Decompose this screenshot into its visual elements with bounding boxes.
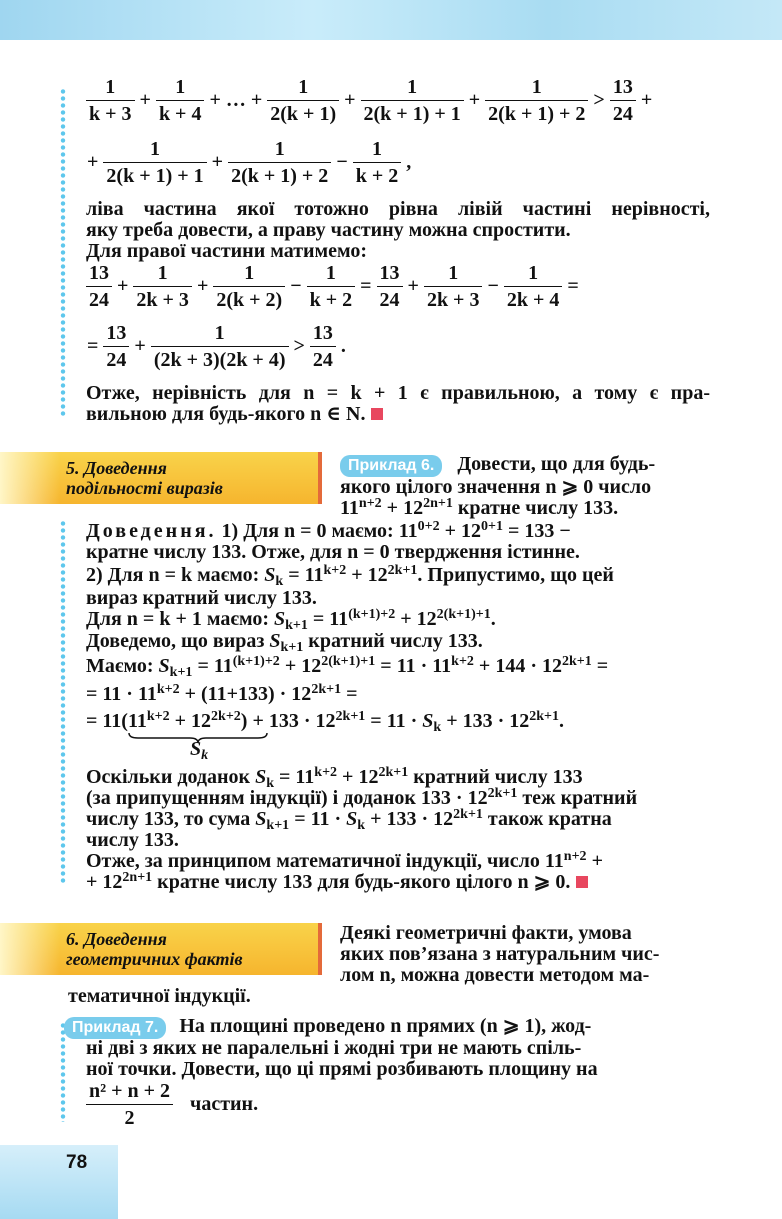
fraction: $\frac{13}{24}$ <box>86 260 112 313</box>
section-heading-5: 5. Доведення подільності виразів <box>0 452 322 504</box>
text-line: Для n = k + 1 маємо: $S_{k+1} = 11^{(k+1)+2} + 12^{2(k+1)+1}$. <box>86 607 496 633</box>
top-decorative-band <box>0 0 782 40</box>
text-line: Маємо: $S_{k+1} = 11^{(k+1)+2} + 12^{2(k+1)+1} = 11 \cdot 11^{k+2} + 144 \cdot 12^{2k+1}$ = <box>86 654 609 680</box>
example-7-line-1: Приклад 7. На площині проведено n прямих (n ⩾ 1), жод- <box>64 1015 591 1039</box>
text-line: ної точки. Довести, що ці прямі розбивають площину на <box>86 1058 598 1080</box>
text-line: Отже, за принципом математичної індукції, число $11^{n+2}$ + <box>86 849 603 872</box>
math-row-4: = $\frac{13}{24}$ + $\frac{1}{(2k + 3)(2k + 4)}$ > $\frac{13}{24}$ . <box>87 322 346 371</box>
margin-dots <box>60 88 66 418</box>
text-line: (за припущенням індукції) і доданок $133 \cdot 12^{2k+1}$ теж кратний <box>86 786 638 809</box>
fraction: $\frac{13}{24}$ <box>610 74 636 127</box>
fraction: $\frac{1}{k + 3}$ <box>86 74 135 127</box>
fraction: $\frac{1}{(2k + 3)(2k + 4)}$ <box>151 320 289 373</box>
text-line: Для правої частини матимемо: <box>86 240 368 262</box>
fraction: $\frac{1}{k + 4}$ <box>156 74 205 127</box>
text-line: кратне числу 133. Отже, для n = 0 твердження істинне. <box>86 541 580 563</box>
underbrace-label: $S_k$ <box>190 738 209 763</box>
fraction: $\frac{1}{2k + 3}$ <box>133 260 192 313</box>
text-line: вильною для будь-якого n ∈ N. <box>86 403 383 425</box>
fraction: $\frac{1}{k + 2}$ <box>353 136 402 189</box>
text-line: числу 133. <box>86 829 179 851</box>
text-line: лом n, можна довести методом ма- <box>340 964 650 986</box>
math-row-3: $\frac{13}{24}$ + $\frac{1}{2k + 3}$ + $\frac{1}{2(k + 2)}$ − $\frac{1}{k + 2}$ = $\frac{13}{24}$ + $\frac{1}{2k + 3}$ − $\frac{1}{2k + 4}$ = <box>84 260 582 313</box>
text-line: Отже, нерівність для n = k + 1 є правильною, а тому є пра- <box>86 382 710 404</box>
text-line: числу 133, то сума $S_{k+1} = 11 \cdot S_k + 133 \cdot 12^{2k+1}$ також кратна <box>86 807 612 833</box>
page-number: 78 <box>66 1152 88 1173</box>
fraction: $\frac{13}{24}$ <box>310 320 336 373</box>
fraction: $\frac{1}{2k + 3}$ <box>424 260 483 313</box>
example-badge: Приклад 6. <box>340 455 442 477</box>
text-line: Доведення. 1) Для n = 0 маємо: $11^{0+2} + 12^{0+1} = 133$ − <box>86 519 571 542</box>
math-row-1: $\frac{1}{k + 3}$ + $\frac{1}{k + 4}$ + … + $\frac{1}{2(k + 1)}$ + $\frac{1}{2(k + 1) + 1}$ + $\frac{1}{2(k + 1) + 2}$ > $\frac{13}{24}$ + <box>84 74 655 127</box>
text-line: якого цілого значення n ⩾ 0 число <box>340 476 652 498</box>
fraction: $\frac{13}{24}$ <box>103 320 129 373</box>
fraction: $\frac{1}{2(k + 1) + 1}$ <box>361 74 464 127</box>
end-of-proof-square <box>576 876 588 888</box>
text-line: тематичної індукції. <box>68 985 251 1007</box>
fraction: $\frac{1}{2k + 4}$ <box>504 260 563 313</box>
fraction: $\frac{13}{24}$ <box>377 260 403 313</box>
margin-dots <box>60 520 66 885</box>
text-line: ліва частина якої тотожно рівна лівій частині нерівності, <box>86 198 710 220</box>
text-line: яку треба довести, а праву частину можна спростити. <box>86 219 571 241</box>
fraction: $\frac{1}{2(k + 1) + 1}$ <box>103 136 206 189</box>
example-badge: Приклад 7. <box>64 1017 166 1039</box>
math-row-2: + $\frac{1}{2(k + 1) + 1}$ + $\frac{1}{2(k + 1) + 2}$ − $\frac{1}{k + 2}$ , <box>87 138 412 187</box>
bottom-corner-decoration <box>0 1145 118 1219</box>
text-line: Доведемо, що вираз $S_{k+1}$ кратний числу 133. <box>86 630 483 655</box>
text-line: вираз кратний числу 133. <box>86 587 317 609</box>
text-line: яких пов’язана з натуральним чис- <box>340 943 660 965</box>
fraction: $\frac{1}{k + 2}$ <box>307 260 356 313</box>
fraction: $\frac{\text{n² + n + 2}}{2}$ <box>86 1078 173 1131</box>
fraction: $\frac{1}{2(k + 1) + 2}$ <box>485 74 588 127</box>
text-line: ні дві з яких не паралельні і жодні три не мають спіль- <box>86 1037 582 1059</box>
fraction: $\frac{1}{2(k + 1) + 2}$ <box>228 136 331 189</box>
math-row-5: $\frac{\text{n² + n + 2}}{2}$ частин. <box>84 1078 261 1131</box>
fraction: $\frac{1}{2(k + 2)}$ <box>213 260 285 313</box>
fraction: $\frac{1}{2(k + 1)}$ <box>267 74 339 127</box>
text-line: Оскільки доданок $S_k = 11^{k+2} + 12^{2k+1}$ кратний числу 133 <box>86 765 583 791</box>
text-line: = $11(11^{k+2} + 12^{2k+2}$ ) + $133 \cdot 12^{2k+1} = 11 \cdot S_k + 133 \cdot 12^{2k+1}$. <box>86 710 564 732</box>
example-6-line-1: Приклад 6. Довести, що для будь- <box>340 453 655 477</box>
section-heading-6: 6. Доведення геометричних фактів <box>0 923 322 975</box>
text-line: = $11 \cdot 11^{k+2} + (11+133) \cdot 12^{2k+1}$ = <box>86 682 358 705</box>
text-line: 2) Для n = k маємо: $S_k = 11^{k+2} + 12^{2k+1}$. Припустимо, що цей <box>86 563 614 589</box>
text-line: Деякі геометричні факти, умова <box>340 922 632 944</box>
end-of-proof-square <box>371 408 383 420</box>
text-line: + $12^{2n+1}$ кратне числу 133 для будь-якого цілого n ⩾ 0. <box>86 871 588 893</box>
text-line: $11^{n+2} + 12^{2n+1}$ кратне числу 133. <box>340 496 619 519</box>
